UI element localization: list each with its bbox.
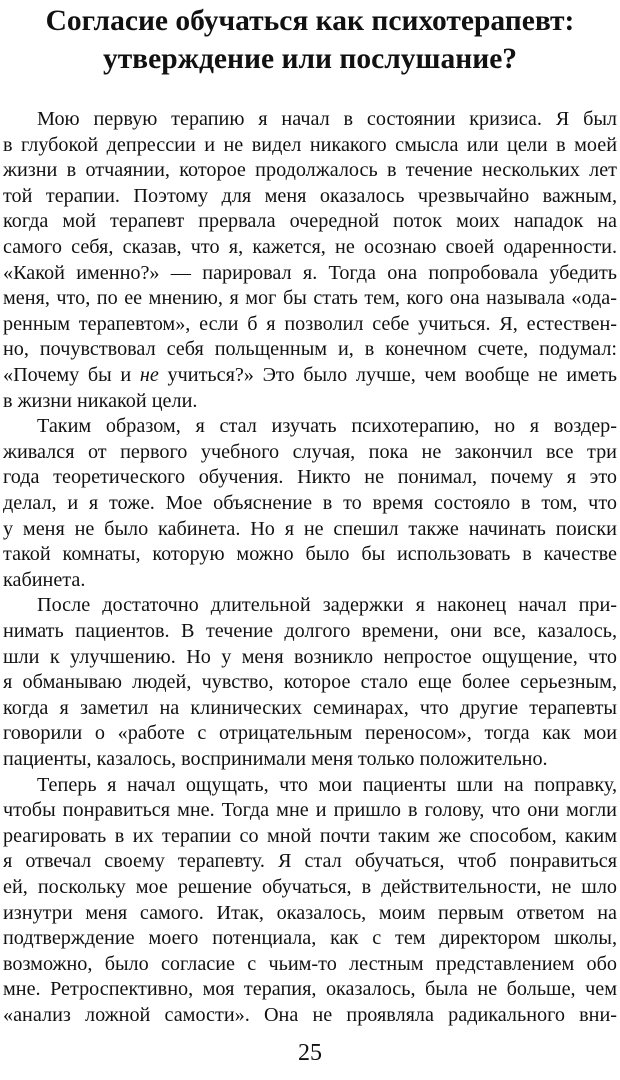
chapter-heading-line-2: утверждение или послушание? <box>102 43 518 75</box>
body-text-line: кабинета. <box>3 568 86 591</box>
body-text-line: После достаточно длительной задержки я наконец начал при- <box>37 594 617 617</box>
body-text-line: живался от первого учебного случая, пока не закончил все три <box>3 440 617 463</box>
body-text-line: шли к улучшению. Но у меня возникло непростое ощущение, что <box>3 645 617 668</box>
body-text-line: в жизни никакой цели. <box>3 389 198 412</box>
body-text-line: когда мой терапевт прервала очередной поток моих нападок на <box>3 210 617 233</box>
body-text-line: я обманываю людей, чувство, которое стало еще более серьезным, <box>3 671 617 694</box>
body-text-line: Таким образом, я стал изучать психотерапию, но я воздер- <box>37 415 617 438</box>
chapter-heading-line-1: Согласие обучаться как психотерапевт: <box>45 5 575 37</box>
body-text-line: Теперь я начал ощущать, что мои пациенты шли на поправку, <box>37 773 617 796</box>
body-text-line: возможно, было согласие с чьим-то лестным представлением обо <box>3 952 617 975</box>
body-text-line: изнутри меня самого. Итак, оказалось, моим первым ответом на <box>3 901 617 924</box>
text-segment: «Почему бы и <box>3 364 140 386</box>
body-text-line: мне. Ретроспективно, моя терапия, оказалось, была не больше, чем <box>3 978 617 1001</box>
body-text-line: подтверждение моего потенциала, как с тем директором школы, <box>3 927 617 950</box>
body-text-line: чтобы понравиться мне. Тогда мне и пришло в голову, что они могли <box>3 799 617 822</box>
italic-emphasis: не <box>139 364 159 386</box>
body-text-line: Мою первую терапию я начал в состоянии кризиса. Я был <box>37 108 617 130</box>
body-text-line: у меня не было кабинета. Но я не спешил также начинать поиски <box>3 517 617 540</box>
body-text-line: года теоретического обучения. Никто не понимал, почему я это <box>3 466 617 489</box>
body-text-line: но, почувствовал себя польщенным и, в конечном счете, подумал: <box>3 338 617 361</box>
body-text-line: меня, что, по ее мнению, я мог бы стать тем, кого она называла «ода- <box>3 287 617 310</box>
body-text-line: говорили о «работе с отрицательным переносом», тогда как мои <box>3 722 617 745</box>
body-text-line: реагировать в их терапии со мной почти таким же способом, каким <box>3 824 617 847</box>
page-number: 25 <box>298 1040 322 1066</box>
text-segment: учиться?» Это было лучше, чем вообще не иметь <box>158 364 617 386</box>
body-text-line: пациенты, казалось, воспринимали меня только положительно. <box>3 748 548 770</box>
body-text-line: когда я заметил на клинических семинарах, что другие терапевты <box>3 696 617 719</box>
body-text-line: нимать пациентов. В течение долгого времени, они все, казалось, <box>3 620 617 642</box>
body-text-line: ей, поскольку мое решение обучаться, в действительности, не шло <box>3 876 617 898</box>
body-text-line: «анализ ложной самости». Она не проявляла радикального вни- <box>3 1004 617 1026</box>
body-text-line: в глубокой депрессии и не видел никакого смысла или цели в моей <box>3 133 617 156</box>
body-text-line-emphasis <box>3 362 617 389</box>
body-text-line: той терапии. Поэтому для меня оказалось чрезвычайно важным, <box>3 184 617 207</box>
body-text-line: «Какой именно?» — парировал я. Тогда она попробовала убедить <box>3 261 617 284</box>
body-text-line: самого себя, сказав, что я, кажется, не осознаю своей одаренности. <box>3 236 617 258</box>
body-text-line: я отвечал своему терапевту. Я стал обучаться, чтоб понравиться <box>3 850 617 873</box>
body-text-line: делал, и я тоже. Мое объяснение в то время состояло в том, что <box>3 492 617 514</box>
body-text-line: ренным терапевтом», если б я позволил себе учиться. Я, естествен- <box>3 312 617 335</box>
body-text-line: жизни в отчаянии, которое продолжалось в течение нескольких лет <box>3 159 617 182</box>
body-text-line: такой комнаты, которую можно было бы использовать в качестве <box>3 543 617 566</box>
